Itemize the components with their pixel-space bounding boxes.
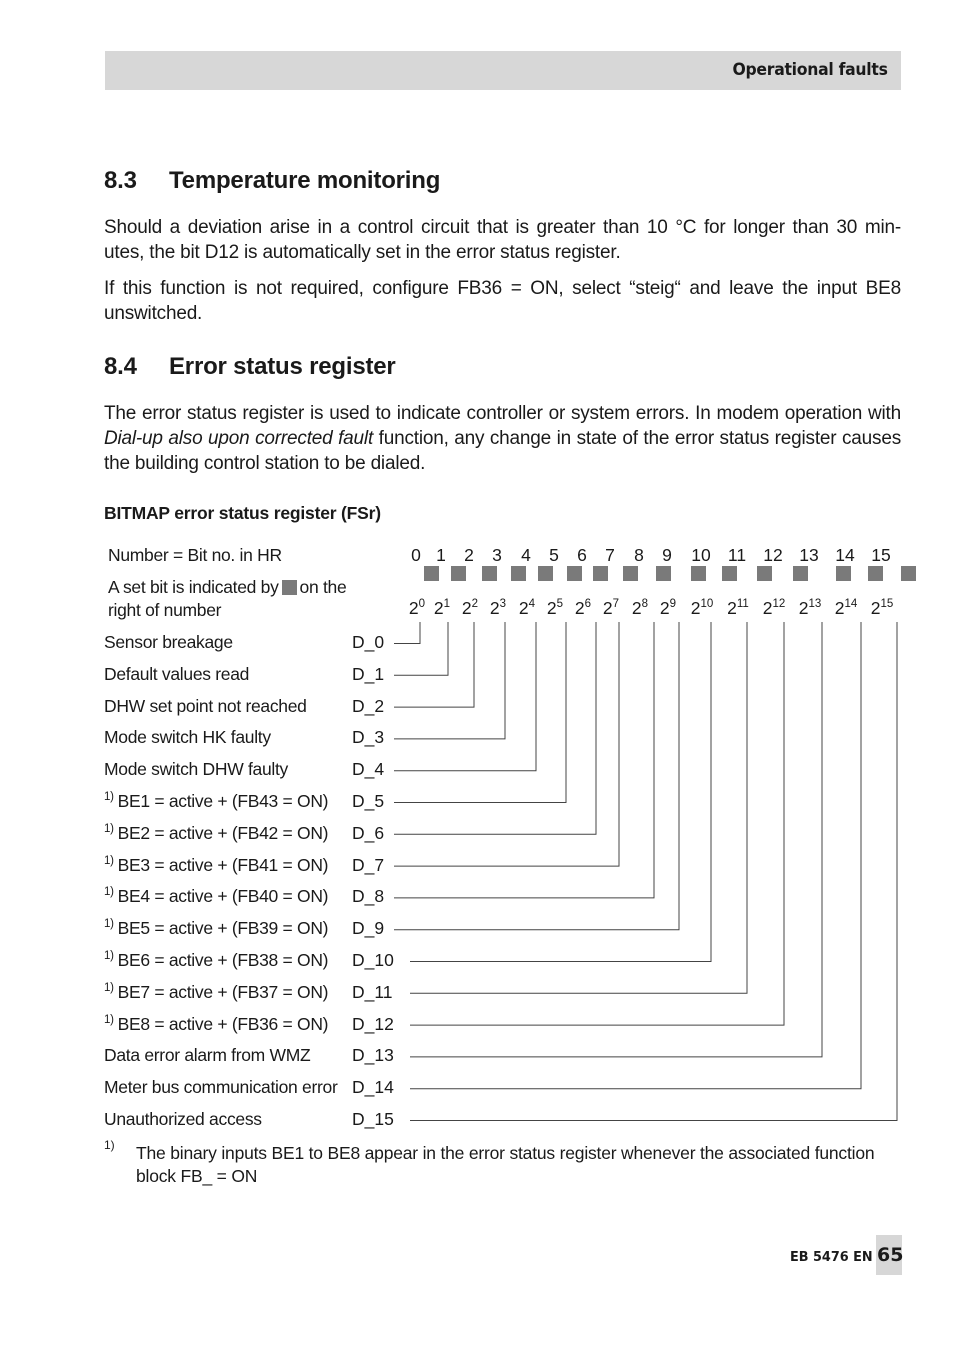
- bit-number: 13: [799, 545, 819, 565]
- error-bit-code: D_4: [352, 759, 385, 780]
- footnote-ref: 1): [104, 950, 114, 962]
- bit-connector-line: [410, 622, 861, 1089]
- power-exponent: 15: [880, 598, 894, 610]
- power-base: 2: [574, 598, 585, 618]
- error-description: BE5 = active + (FB39 = ON): [117, 918, 329, 939]
- bit-number: 3: [492, 545, 502, 565]
- error-bit-code: D_14: [352, 1077, 394, 1098]
- power-base: 2: [433, 598, 444, 618]
- power-base: 2: [727, 598, 737, 618]
- bit-number: 11: [727, 545, 747, 565]
- text-fragment: function, any change in state of the error status register causes: [373, 428, 901, 449]
- text-line: unswitched.: [104, 303, 203, 324]
- error-description: Sensor breakage: [104, 632, 233, 652]
- power-base: 2: [762, 598, 773, 618]
- text-line: utes, the bit D12 is automatically set in the error status register.: [104, 242, 621, 263]
- error-description: Mode switch HK faulty: [104, 727, 271, 748]
- bit-connector-line: [410, 622, 822, 1057]
- bit-connector-line: [394, 622, 566, 803]
- power-exponent: 14: [844, 598, 858, 610]
- power-base: 2: [408, 598, 419, 618]
- bit-connector-line: [410, 622, 747, 993]
- power-base: 2: [870, 598, 881, 618]
- power-base: 2: [834, 598, 845, 618]
- text-line: The error status register is used to indicate controller or system errors. In modem operation with: [104, 403, 901, 424]
- power-base: 2: [602, 598, 613, 618]
- error-description: BE7 = active + (FB37 = ON): [117, 981, 329, 1002]
- power-exponent: 1: [443, 598, 451, 610]
- footnote-ref: 1): [104, 791, 114, 803]
- power-base: 2: [461, 598, 472, 618]
- footnote-line: The binary inputs BE1 to BE8 appear in the error status register whenever the associated function: [136, 1143, 875, 1163]
- section-number: 8.4: [104, 353, 137, 380]
- error-description: DHW set point not reached: [104, 695, 307, 716]
- bit-connector-line: [410, 622, 711, 962]
- footnote-ref: 1): [104, 981, 114, 994]
- number-label: Number = Bit no. in HR: [108, 545, 282, 565]
- bit-number: 2: [464, 545, 474, 565]
- text-line: the building control station to be dialed.: [104, 453, 426, 474]
- bit-number: 15: [871, 545, 891, 565]
- set-bit-text: A set bit is indicated by: [108, 577, 279, 597]
- power-exponent: 5: [556, 598, 564, 610]
- error-description: BE3 = active + (FB41 = ON): [117, 854, 329, 875]
- power-exponent: 8: [641, 598, 649, 610]
- bit-number: 7: [605, 545, 615, 565]
- power-base: 2: [518, 598, 529, 618]
- error-bit-code: D_3: [352, 727, 385, 748]
- bit-number: 6: [577, 545, 587, 565]
- error-bit-code: D_1: [352, 663, 385, 684]
- bit-number: 1: [436, 545, 446, 565]
- power-base: 2: [798, 598, 809, 618]
- footnote-ref: 1): [104, 918, 114, 931]
- footnote-ref: 1): [104, 1013, 114, 1026]
- error-bit-code: D_8: [352, 886, 385, 907]
- error-bit-code: D_6: [352, 822, 385, 843]
- error-bit-code: D_11: [352, 981, 393, 1002]
- error-description: Unauthorized access: [104, 1109, 262, 1129]
- error-description: Meter bus communication error: [104, 1077, 338, 1098]
- bitmap-title: BITMAP error status register (FSr): [104, 503, 381, 523]
- footnote-ref: 1): [104, 822, 114, 835]
- bit-number: 14: [835, 545, 855, 565]
- error-description: BE8 = active + (FB36 = ON): [117, 1013, 329, 1034]
- power-exponent: 0: [418, 598, 426, 610]
- bit-connector-line: [394, 622, 536, 771]
- power-exponent: 13: [808, 598, 822, 610]
- power-exponent: 7: [612, 598, 620, 610]
- footnote-marker: 1): [104, 1138, 115, 1152]
- footnote-text: [136, 1142, 896, 1188]
- error-description: Data error alarm from WMZ: [104, 1045, 311, 1066]
- power-base: 2: [489, 598, 500, 618]
- error-description: BE1 = active + (FB43 = ON): [117, 791, 329, 811]
- error-bit-code: D_10: [352, 950, 394, 970]
- bit-number: 12: [763, 545, 783, 565]
- bit-connector-line: [394, 622, 654, 898]
- header-title: Operational faults: [732, 60, 888, 80]
- error-bit-code: D_9: [352, 918, 385, 939]
- power-exponent: 11: [736, 598, 749, 610]
- page-number: 65: [877, 1244, 904, 1266]
- power-exponent: 4: [528, 598, 536, 610]
- error-bit-code: D_12: [352, 1013, 394, 1034]
- bit-number: 4: [521, 545, 531, 565]
- bit-number: 0: [411, 545, 421, 565]
- power-base: 2: [546, 598, 557, 618]
- bit-connector-line: [394, 622, 420, 644]
- set-bit-text: on the: [299, 577, 347, 597]
- bit-connector-line: [394, 622, 474, 707]
- power-exponent: 9: [669, 598, 677, 610]
- power-exponent: 10: [700, 598, 714, 610]
- error-description: BE2 = active + (FB42 = ON): [117, 822, 329, 843]
- footnote-ref: 1): [104, 886, 114, 899]
- error-bit-code: D_2: [352, 695, 385, 716]
- document-code: EB 5476 EN: [790, 1249, 873, 1265]
- set-bit-label-line2: right of number: [108, 600, 222, 620]
- error-bit-code: D_7: [352, 854, 385, 875]
- section-title: Temperature monitoring: [169, 167, 441, 194]
- power-base: 2: [690, 598, 701, 618]
- bit-connector-line: [394, 622, 448, 675]
- power-base: 2: [659, 598, 670, 618]
- bit-connector-line: [394, 622, 505, 739]
- power-exponent: 3: [499, 598, 507, 610]
- footnote-line: block FB_ = ON: [136, 1166, 258, 1186]
- power-exponent: 12: [772, 598, 786, 610]
- power-exponent: 6: [584, 598, 592, 610]
- bit-number: 5: [549, 545, 559, 565]
- section-number: 8.3: [104, 167, 137, 194]
- power-exponent: 2: [471, 598, 479, 610]
- bit-connector-line: [394, 622, 619, 866]
- error-description: BE4 = active + (FB40 = ON): [117, 886, 329, 907]
- bit-number: 9: [662, 545, 672, 565]
- power-base: 2: [631, 598, 642, 618]
- error-bit-code: D_15: [352, 1109, 394, 1129]
- section-title: Error status register: [169, 353, 396, 380]
- error-bit-code: D_5: [352, 791, 385, 811]
- text-line: Should a deviation arise in a control circuit that is greater than 10 °C for longer than 30 min-: [104, 217, 901, 238]
- footnote-ref: 1): [104, 854, 114, 867]
- bit-number: 10: [691, 545, 711, 565]
- italic-function-name: Dial-up also upon corrected fault: [104, 428, 374, 449]
- error-description: Mode switch DHW faulty: [104, 759, 289, 780]
- error-bit-code: D_0: [352, 632, 385, 652]
- text-line: If this function is not required, configure FB36 = ON, select “steig“ and leave the input BE8: [104, 278, 901, 299]
- bit-connector-line: [410, 622, 784, 1025]
- error-description: Default values read: [104, 663, 250, 684]
- bit-number: 8: [634, 545, 644, 565]
- error-bit-code: D_13: [352, 1045, 394, 1066]
- error-description: BE6 = active + (FB38 = ON): [117, 950, 329, 970]
